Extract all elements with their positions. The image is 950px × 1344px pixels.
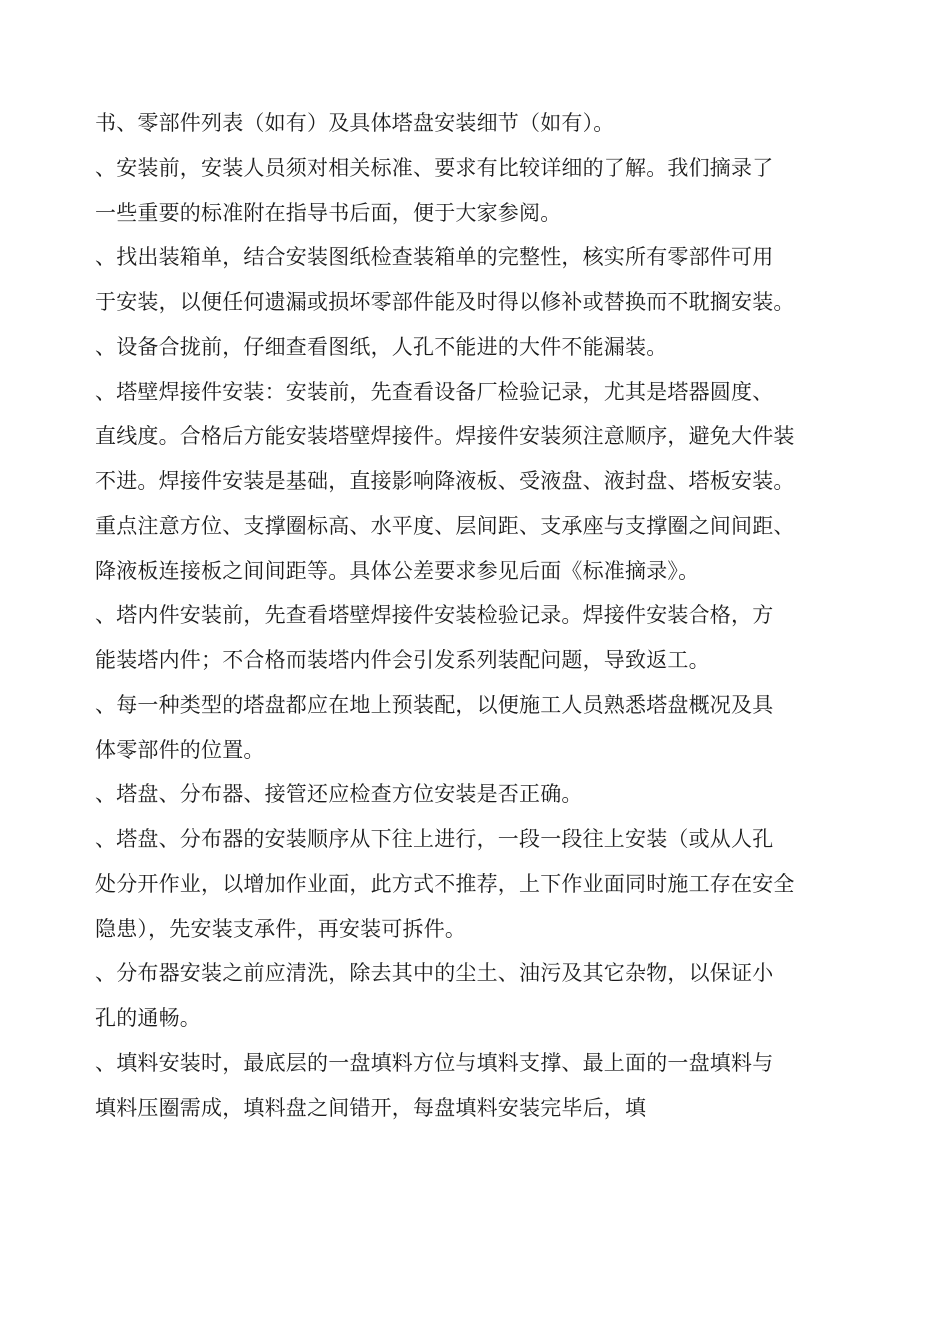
text-line: 降液板连接板之间间距等。具体公差要求参见后面《标准摘录》。 <box>95 559 700 583</box>
text-line: 一些重要的标准附在指导书后面，便于大家参阅。 <box>95 201 562 225</box>
text-line: 、分布器安装之前应清洗，除去其中的尘土、油污及其它杂物，以保证小 <box>95 961 774 985</box>
text-line: 、塔盘、分布器、接管还应检查方位安装是否正确。 <box>95 782 583 806</box>
text-line: 直线度。合格后方能安装塔壁焊接件。焊接件安装须注意顺序，避免大件装 <box>95 424 795 448</box>
text-line: 能装塔内件；不合格而装塔内件会引发系列装配问题，导致返工。 <box>95 648 710 672</box>
text-line: 、填料安装时，最底层的一盘填料方位与填料支撑、最上面的一盘填料与 <box>95 1051 774 1075</box>
text-line: 、设备合拢前，仔细查看图纸，人孔不能进的大件不能漏装。 <box>95 335 668 359</box>
text-line: 书、零部件列表（如有）及具体塔盘安装细节（如有）。 <box>95 111 615 135</box>
text-line: 、塔盘、分布器的安装顺序从下往上进行，一段一段往上安装（或从人孔 <box>95 827 774 851</box>
text-line: 、塔内件安装前，先查看塔壁焊接件安装检验记录。焊接件安装合格，方 <box>95 603 774 627</box>
text-line: 填料压圈需成，填料盘之间错开，每盘填料安装完毕后，填 <box>95 1096 647 1120</box>
text-line: 孔的通畅。 <box>95 1006 201 1030</box>
text-line: 、塔壁焊接件安装：安装前，先查看设备厂检验记录，尤其是塔器圆度、 <box>95 380 774 404</box>
text-line: 、安装前，安装人员须对相关标准、要求有比较详细的了解。我们摘录了 <box>95 156 774 180</box>
text-line: 、找出装箱单，结合安装图纸检查装箱单的完整性，核实所有零部件可用 <box>95 245 774 269</box>
text-line: 隐患），先安装支承件，再安装可拆件。 <box>95 917 467 941</box>
text-line: 于安装，以便任何遗漏或损坏零部件能及时得以修补或替换而不耽搁安装。 <box>95 290 795 314</box>
text-line: 不进。焊接件安装是基础，直接影响降液板、受液盘、液封盘、塔板安装。 <box>95 469 795 493</box>
text-line: 、每一种类型的塔盘都应在地上预装配，以便施工人员熟悉塔盘概况及具 <box>95 693 774 717</box>
text-line: 处分开作业，以增加作业面，此方式不推荐，上下作业面同时施工存在安全 <box>95 872 795 896</box>
text-line: 重点注意方位、支撑圈标高、水平度、层间距、支承座与支撑圈之间间距、 <box>95 514 795 538</box>
text-line: 体零部件的位置。 <box>95 738 265 762</box>
